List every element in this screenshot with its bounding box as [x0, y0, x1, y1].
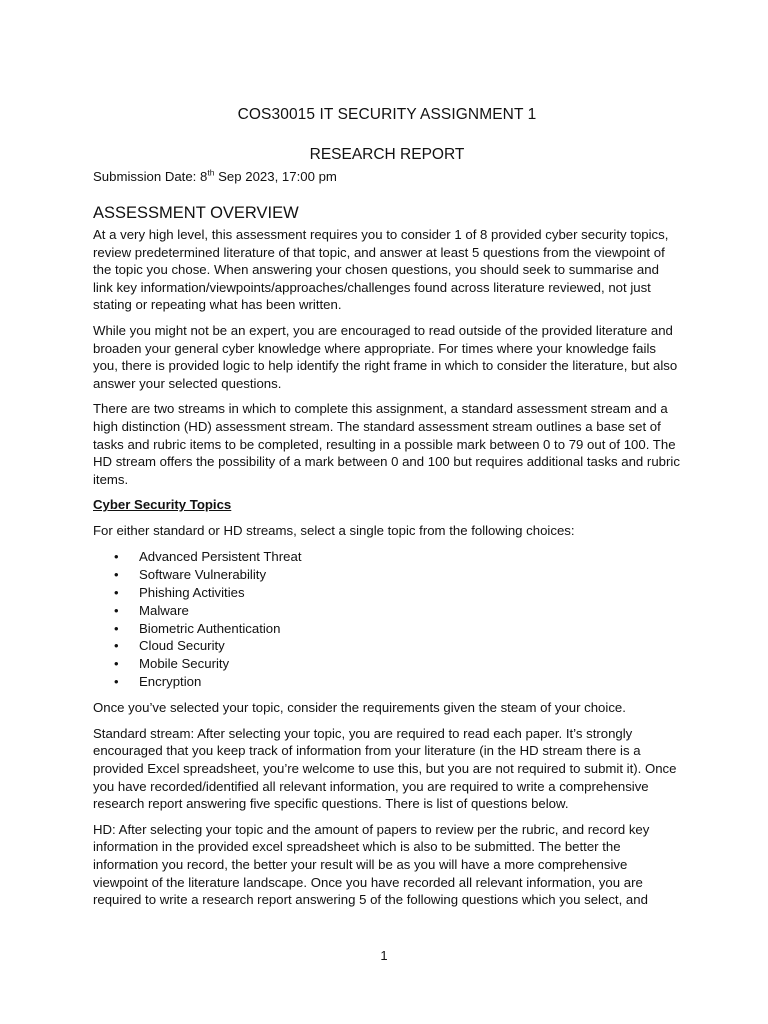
bullet-icon: •: [114, 638, 119, 654]
bullet-icon: •: [114, 620, 119, 636]
bullet-icon: •: [114, 548, 119, 564]
topic-label: Software Vulnerability: [139, 566, 267, 582]
bullet-icon: •: [114, 656, 119, 672]
list-item: [93, 673, 681, 691]
assessment-overview-heading: ASSESSMENT OVERVIEW: [93, 204, 299, 222]
cyber-security-topics-heading: Cyber Security Topics: [93, 497, 232, 513]
selection-note: Once you’ve selected your topic, consider the requirements given the steam of your choice.: [93, 700, 626, 716]
intro-paragraph-1: At a very high level, this assessment requires you to consider 1 of 8 provided cyber security topics, review predetermined literature of that topic, and answer at least 5 questions from the viewpoint of the topic you chose. When answering your chosen questions, you should seek to summarise and link key information/viewpoints/approaches/challenges found across literature reviewed, not just stating or repeating what has been written.: [93, 227, 669, 313]
topic-label: Mobile Security: [139, 656, 230, 672]
document-subtitle: RESEARCH REPORT: [309, 146, 465, 163]
submission-date-superscript: th: [207, 167, 215, 178]
topic-label: Cloud Security: [139, 638, 225, 654]
topic-label: Encryption: [139, 674, 202, 690]
intro-paragraph-3: There are two streams in which to complete this assignment, a standard assessment stream and a high distinction (HD) assessment stream. The standard assessment stream outlines a base set of tasks and rubric items to be completed, resulting in a possible mark between 0 to 79 out of 100. The HD stream offers the possibility of a mark between 0 and 100 but requires additional tasks and rubric items.: [93, 401, 680, 487]
hd-stream-paragraph: HD: After selecting your topic and the amount of papers to review per the rubric, and record key information in the provided excel spreadsheet which is also to be submitted. The better the information you record, the better your result will be as you will have a more comprehensive viewpoint of the literature landscape. Once you have recorded all relevant information, you are required to write a research report answering 5 of the following questions which you select, and: [93, 821, 650, 908]
document-title: COS30015 IT SECURITY ASSIGNMENT 1: [237, 106, 537, 123]
submission-date: [93, 168, 681, 186]
topic-label: Phishing Activities: [139, 584, 245, 600]
list-item: [93, 566, 681, 584]
topic-label: Biometric Authentication: [139, 620, 281, 636]
submission-date-suffix: Sep 2023, 17:00 pm: [214, 169, 337, 184]
topics-list: [93, 548, 681, 691]
intro-paragraph-2: While you might not be an expert, you are encouraged to read outside of the provided literature and broaden your general cyber knowledge where appropriate. For times where your knowledge fails you, there is provided logic to help identify the right frame in which to consider the literature, but also answer your selected questions.: [93, 322, 678, 391]
topic-label: Advanced Persistent Threat: [139, 548, 302, 564]
list-item: [93, 655, 681, 673]
page-number: 1: [380, 948, 388, 963]
list-item: [93, 548, 681, 566]
submission-date-prefix: Submission Date: 8: [93, 169, 208, 184]
standard-stream-paragraph: Standard stream: After selecting your topic, you are required to read each paper. It’s strongly encouraged that you keep track of information from your literature (in the HD stream there is a provided Excel spreadsheet, you’re welcome to use this, but you are not required to submit it). Once you have recorded/identified all relevant information, you are required to write a comprehensive research report answering five specific questions. There is list of questions below.: [93, 725, 677, 812]
topic-label: Malware: [139, 602, 189, 618]
list-item: [93, 602, 681, 620]
bullet-icon: •: [114, 584, 119, 600]
page-content: [93, 106, 681, 917]
topics-intro: For either standard or HD streams, select a single topic from the following choices:: [93, 523, 575, 539]
list-item: [93, 620, 681, 638]
bullet-icon: •: [114, 674, 119, 690]
list-item: [93, 584, 681, 602]
bullet-icon: •: [114, 602, 119, 618]
bullet-icon: •: [114, 566, 119, 582]
list-item: [93, 637, 681, 655]
